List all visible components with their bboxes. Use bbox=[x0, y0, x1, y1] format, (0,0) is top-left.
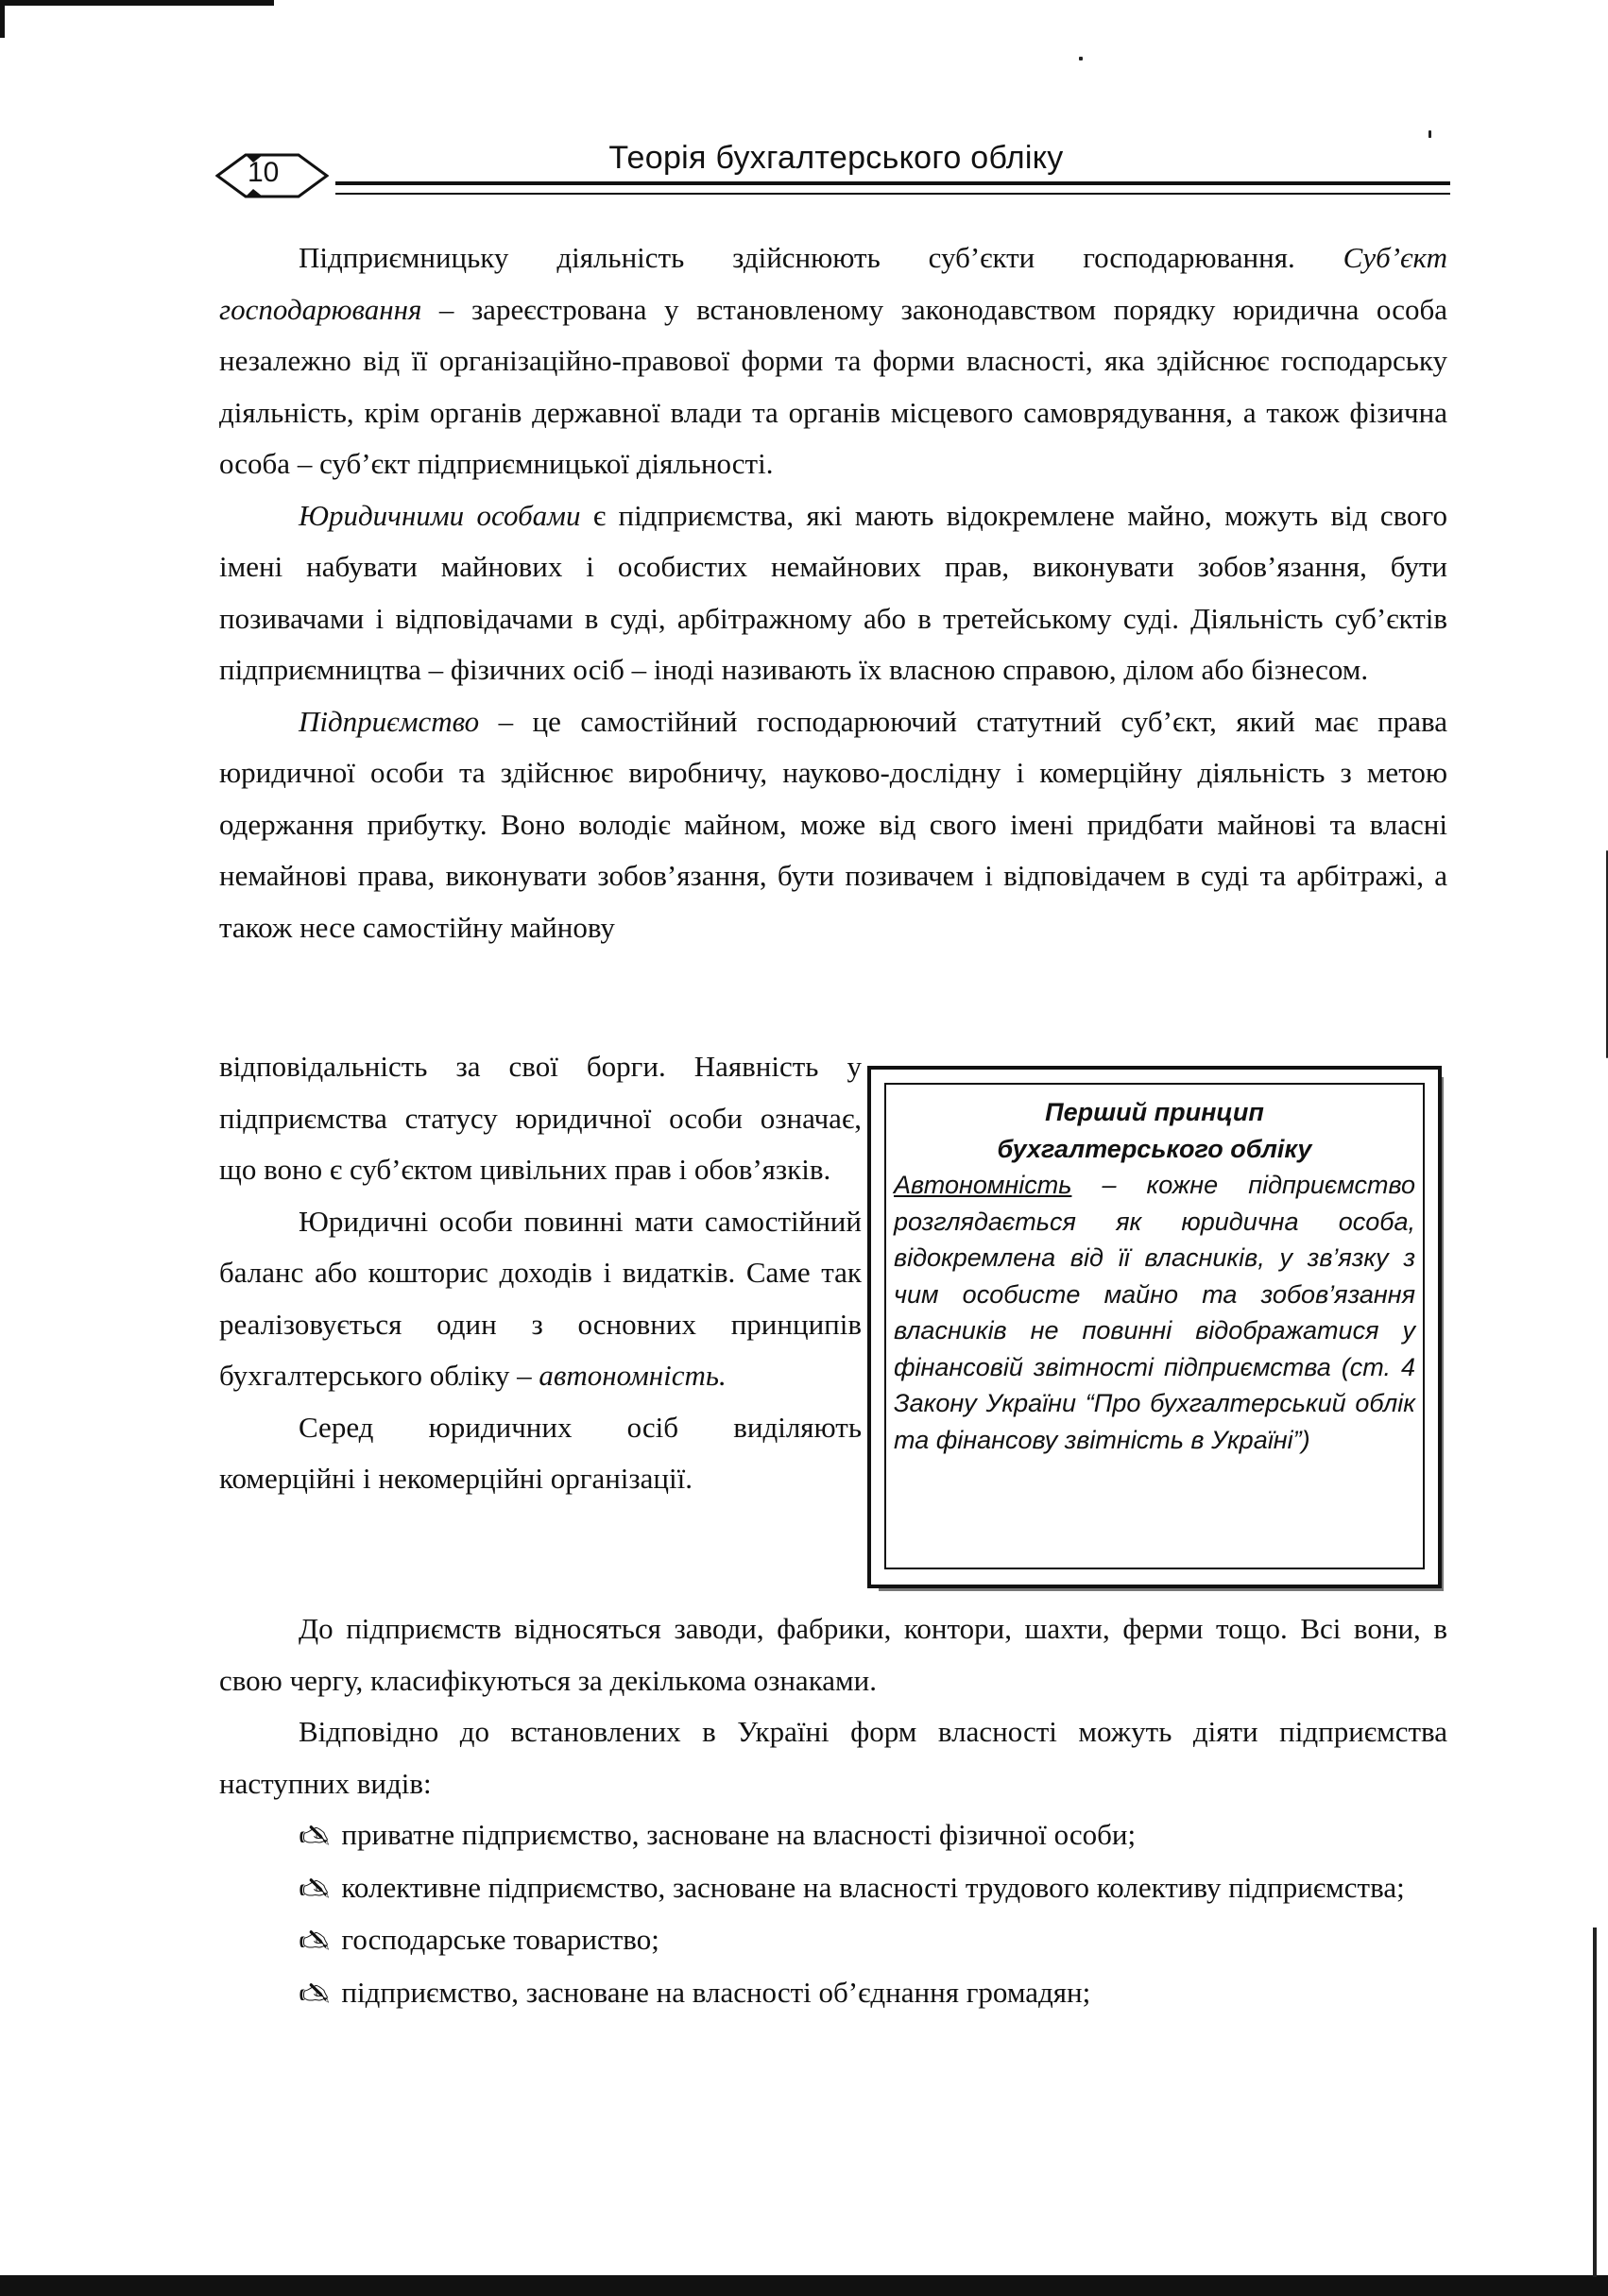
paragraph-3-continued: відповідальність за свої борги. Наявність у підприємства статусу юридичної особи означає, що воно є суб’єктом цивільних прав і обов’язків. bbox=[219, 1050, 862, 1186]
paragraph-4-text: Юридичні особи повинні мати самостійний баланс або кошторис доходів і видатків. Саме так реалізовується один з основних принципів бухгалтерського обліку – bbox=[219, 1204, 862, 1392]
list-item-text: підприємство, засноване на власності об’єднання громадян; bbox=[341, 1975, 1091, 2009]
list-item bbox=[219, 1809, 1447, 1862]
pointing-hand-icon: 🖎 bbox=[299, 1872, 331, 1904]
scan-edge-corner bbox=[0, 0, 5, 38]
paragraph-5: Серед юридичних осіб виділяють комерційні і некомерційні організації. bbox=[219, 1410, 862, 1495]
principle-sidebar bbox=[867, 1066, 1442, 1588]
header-rule bbox=[335, 181, 1450, 185]
list-item-text: колективне підприємство, засноване на власності трудового колективу підприємства; bbox=[341, 1870, 1405, 1904]
paragraph-1 bbox=[219, 232, 1447, 490]
scan-edge-top bbox=[0, 0, 274, 6]
sidebar-body bbox=[894, 1167, 1415, 1458]
term-autonomy: автономність. bbox=[539, 1359, 727, 1392]
header-rule-thin bbox=[335, 193, 1450, 195]
scan-speck bbox=[1428, 130, 1431, 138]
paragraph-2 bbox=[219, 490, 1447, 696]
paragraph-1-rest: – зареєстрована у встановленому законодавством порядку юридична особа незалежно від її організаційно-правової форми та форми власності, яка здійснює господарську діяльність, крім органів державної влади та органів місцевого самоврядування, а також фізична особа – суб’єкт підприємницької діяльності. bbox=[219, 292, 1447, 480]
paragraph-3 bbox=[219, 696, 1447, 954]
main-text bbox=[219, 232, 1447, 953]
scan-edge-right bbox=[1593, 1928, 1597, 2277]
term-subject: Суб’єкт господарювання bbox=[219, 241, 1448, 326]
list-item bbox=[219, 1862, 1447, 1915]
pointing-hand-icon: 🖎 bbox=[299, 1820, 331, 1851]
scan-edge-bottom bbox=[0, 2275, 1608, 2296]
term-enterprise: Підприємство bbox=[299, 704, 480, 738]
sidebar-text: – кожне підприємство розглядається як юридична особа, відокремлена від її власників, у зв’язку з чим особисте майно та зобов’язання власників не повинні відображатися у фінансовій звітності підприємства (ст. 4 Закону України “Про бухгалтерський облік та фінансову звітність в Україні”) bbox=[894, 1171, 1415, 1454]
paragraph-2-rest: є підприємства, які мають відокремлене майно, можуть від свого імені набувати майнових і особистих немайнових прав, виконувати зобов’язання, бути позивачами і відповідачами в суді, арбітражному або в третейському суді. Діяльність суб’єктів підприємництва – фізичних осіб – іноді називають їх власною справою, ділом або бізнесом. bbox=[219, 498, 1447, 686]
list-item bbox=[219, 1914, 1447, 1967]
page-header bbox=[208, 140, 1445, 197]
pointing-hand-icon: 🖎 bbox=[299, 1977, 331, 2009]
running-title: Теорія бухгалтерського обліку bbox=[608, 140, 1064, 176]
list-item-text: господарське товариство; bbox=[341, 1923, 659, 1956]
list-item-text: приватне підприємство, засноване на власності фізичної особи; bbox=[341, 1818, 1137, 1851]
paragraph-1-lead: Підприємницьку діяльність здійснюють суб’єкти господарювання. bbox=[299, 241, 1295, 274]
sidebar-title-1: Перший принцип bbox=[1045, 1098, 1264, 1126]
sidebar-term: Автономність bbox=[894, 1171, 1072, 1199]
term-legal-entities: Юридичними особами bbox=[299, 498, 581, 532]
wrapped-column bbox=[219, 1041, 862, 1505]
paragraph-3-rest: – це самостійний господарюючий статутний суб’єкт, який має права юридичної особи та здійснює виробничу, науково-дослідну і комерційну діяльність з метою одержання прибутку. Воно володіє майном, може від свого імені придбати майнові та власні немайнові права, виконувати зобов’язання, бути позивачем і відповідачем в суді та арбітражі, а також несе самостійну майнову bbox=[219, 704, 1447, 944]
lower-text bbox=[219, 1603, 1447, 2019]
sidebar-title-2: бухгалтерського обліку bbox=[997, 1134, 1312, 1163]
pointing-hand-icon: 🖎 bbox=[299, 1925, 331, 1956]
paragraph-6: До підприємств відносяться заводи, фабрики, контори, шахти, ферми тощо. Всі вони, в свою чергу, класифікуються за декількома ознаками. bbox=[219, 1612, 1447, 1697]
paragraph-4 bbox=[219, 1196, 862, 1402]
sidebar-frame bbox=[884, 1083, 1425, 1569]
page-number: 10 bbox=[248, 157, 280, 188]
paragraph-7: Відповідно до встановлених в Україні форм власності можуть діяти підприємства наступних видів: bbox=[219, 1715, 1447, 1800]
list-item bbox=[219, 1967, 1447, 2020]
scan-speck bbox=[1079, 57, 1083, 60]
